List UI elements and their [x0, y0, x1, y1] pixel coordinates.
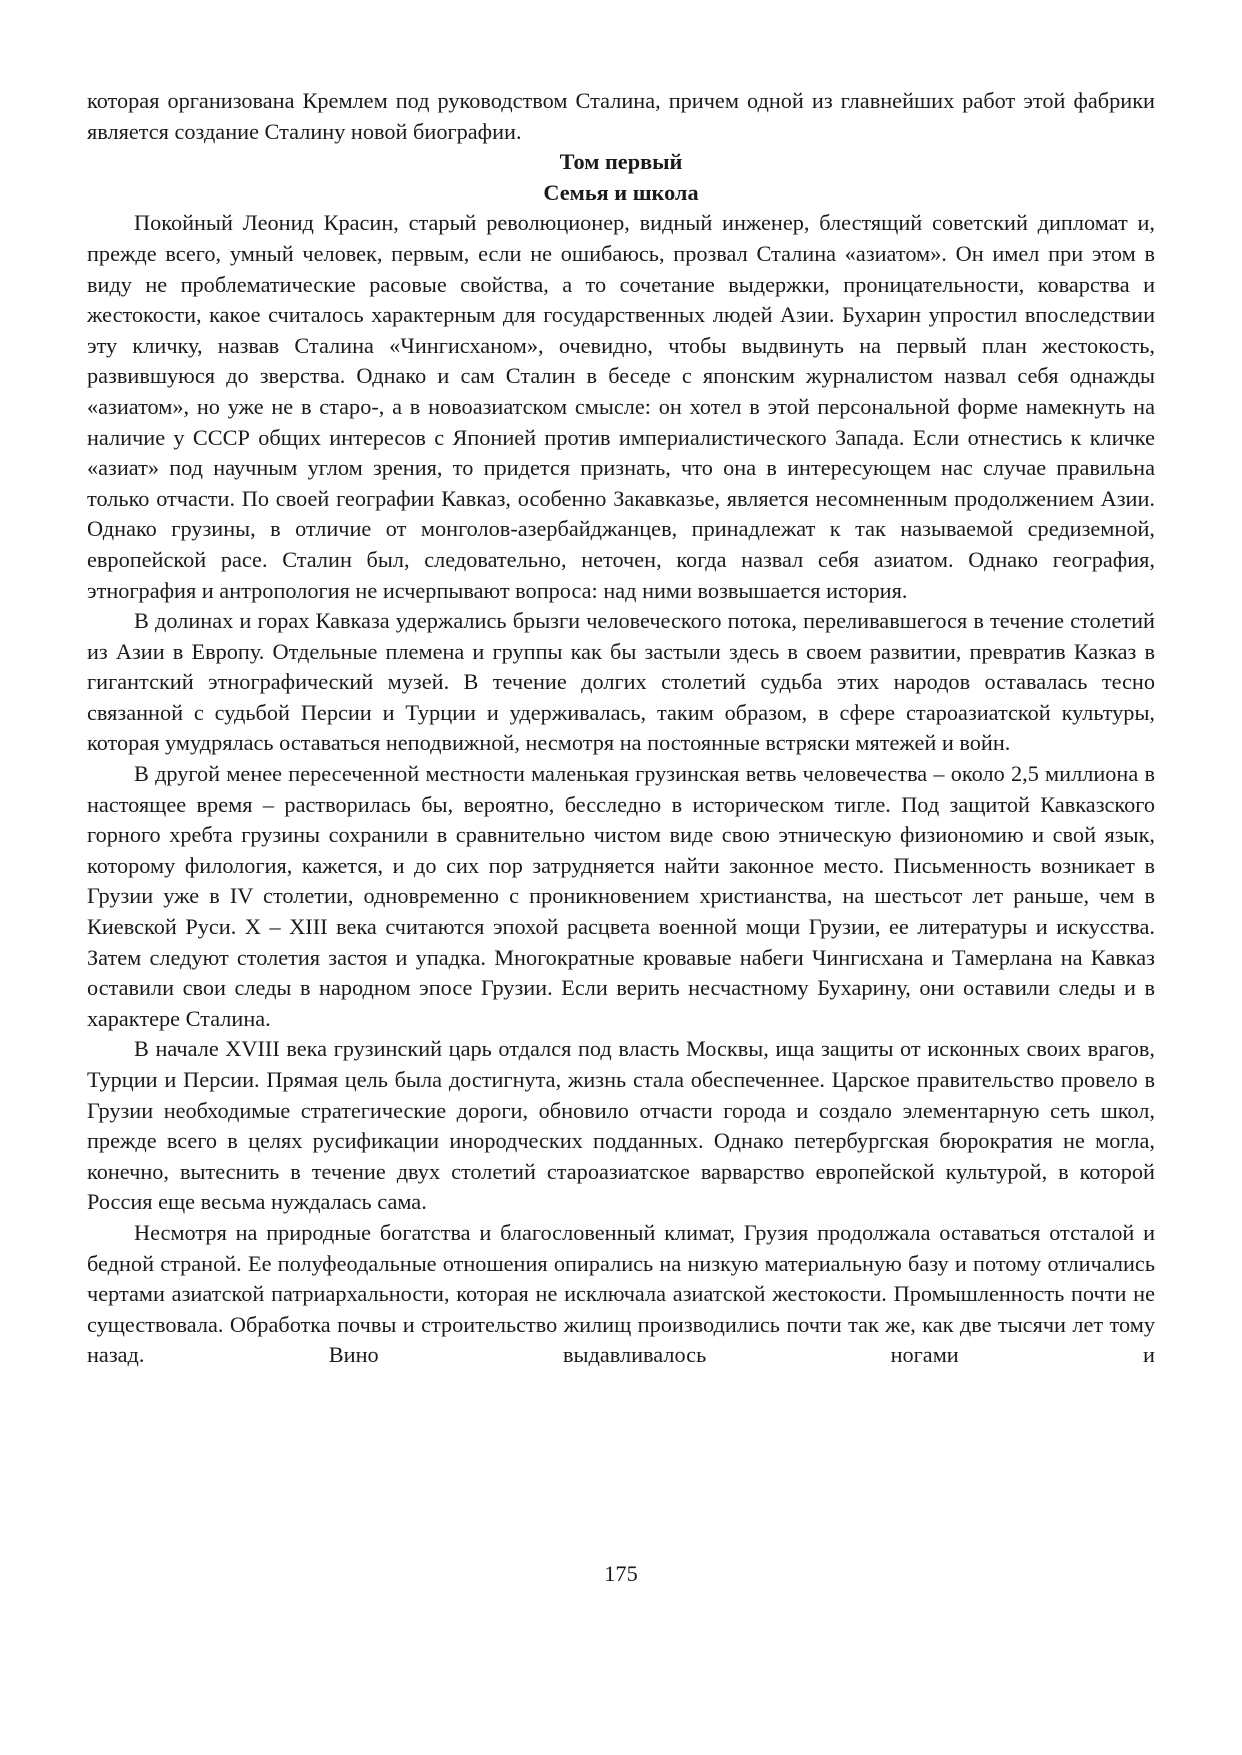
- page-number: 175: [604, 1561, 638, 1586]
- paragraph-georgian-branch: В другой менее пересеченной местности маленькая грузинская ветвь человечества – около 2,5 миллиона в настоящее время – растворилась бы, вероятно, бесследно в историческом тигле. Под защитой Кавказского горного хребта грузины сохранили в сравнительно чистом виде свою этническую физиономию и свой язык, которому филология, кажется, и до сих пор затрудняется найти законное место. Письменность возникает в Грузии уже в IV столетии, одновременно с проникновением христианства, на шестьсот лет раньше, чем в Киевской Руси. Х – XIII века считаются эпохой расцвета военной мощи Грузии, ее литературы и искусства. Затем следуют столетия застоя и упадка. Многократные кровавые набеги Чингисхана и Тамерлана на Кавказ оставили свои следы в народном эпосе Грузии. Если верить несчастному Бухарину, они оставили следы и в характере Сталина.: [87, 761, 1155, 1031]
- page-body: [87, 86, 1155, 1371]
- paragraph-krasin: Покойный Леонид Красин, старый революционер, видный инженер, блестящий советский дипломат и, прежде всего, умный человек, первым, если не ошибаюсь, прозвал Сталина «азиатом». Он имел при этом в виду не проблематические расовые свойства, а то сочетание выдержки, проницательности, коварства и жестокости, какое считалось характерным для государственных людей Азии. Бухарин упростил впоследствии эту кличку, назвав Сталина «Чингисханом», очевидно, чтобы выдвинуть на первый план жестокость, развившуюся до зверства. Однако и сам Сталин в беседе с японским журналистом назвал себя однажды «азиатом», но уже не в старо-, а в новоазиатском смысле: он хотел в этой персональной форме намекнуть на наличие у СССР общих интересов с Японией против империалистического Запада. Если отнестись к кличке «азиат» под научным углом зрения, то придется признать, что она в интересующем нас случае правильна только отчасти. По своей географии Кавказ, особенно Закавказье, является несомненным продолжением Азии. Однако грузины, в отличие от монголов-азербайджанцев, принадлежат к так называемой средиземной, европейской расе. Сталин был, следовательно, неточен, когда назвал себя азиатом. Однако география, этнография и антропология не исчерпывают вопроса: над ними возвышается история.: [87, 210, 1155, 603]
- paragraph-natural-wealth: Несмотря на природные богатства и благословенный климат, Грузия продолжала оставаться отсталой и бедной страной. Ее полуфеодальные отношения опирались на низкую материальную базу и потому отличались чертами азиатской патриархальности, которая не исключала азиатской жестокости. Промышленность почти не существовала. Обработка почвы и строительство жилищ производились почти так же, как две тысячи лет тому назад. Вино выдавливалось ногами и: [87, 1219, 1155, 1368]
- volume-title: Том первый: [559, 149, 683, 175]
- chapter-title: Семья и школа: [543, 179, 699, 205]
- paragraph-caucasus-valleys: В долинах и горах Кавказа удержались брызги человеческого потока, переливавшегося в течение столетий из Азии в Европу. Отдельные племена и группы как бы застыли здесь в своем развитии, превратив Казказ в гигантский этнографический музей. В течение долгих столетий судьба этих народов оставалась тесно связанной с судьбой Персии и Турции и удерживалась, таким образом, в сфере староазиатской культуры, которая умудрялась оставаться неподвижной, несмотря на постоянные встряски мятежей и войн.: [87, 608, 1155, 756]
- intro-paragraph: которая организована Кремлем под руководством Сталина, причем одной из главнейших работ этой фабрики является создание Сталину новой биографии.: [87, 88, 1155, 144]
- paragraph-moscow-rule: В начале XVIII века грузинский царь отдался под власть Москвы, ища защиты от исконных своих врагов, Турции и Персии. Прямая цель была достигнута, жизнь стала обеспеченнее. Царское правительство провело в Грузии необходимые стратегические дороги, обновило отчасти города и создало элементарную сеть школ, прежде всего в целях русификации инородческих подданных. Однако петербургская бюрократия не могла, конечно, вытеснить в течение двух столетий староазиатское варварство европейской культурой, в которой Россия еще весьма нуждалась сама.: [87, 1036, 1155, 1215]
